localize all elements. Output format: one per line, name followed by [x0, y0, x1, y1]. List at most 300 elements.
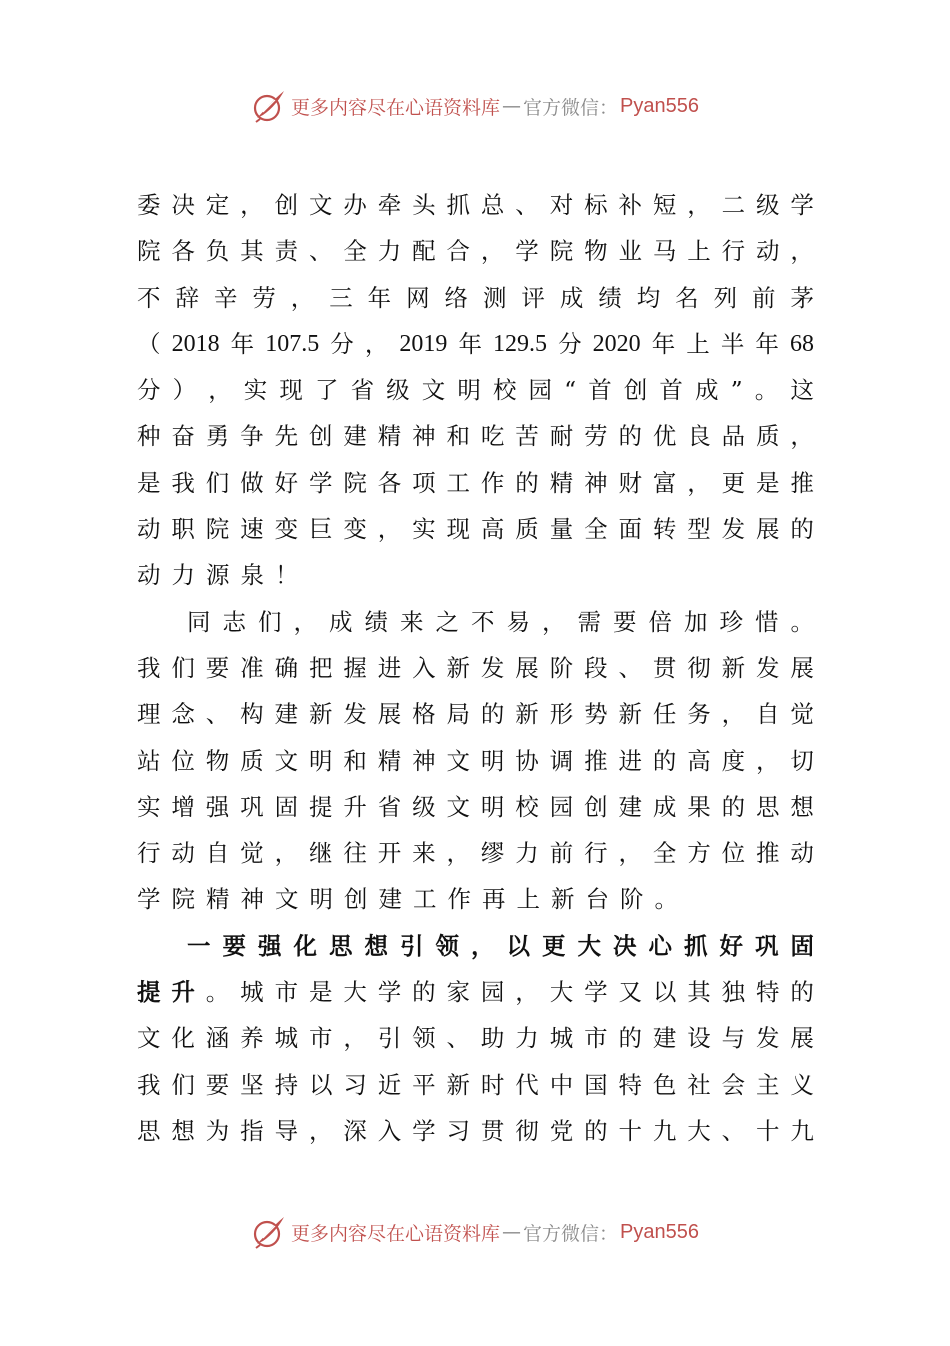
- body-glyph: 、: [308, 237, 333, 266]
- body-glyph: 要: [222, 931, 246, 960]
- body-glyph: 大: [343, 978, 367, 1007]
- body-glyph: 握: [343, 653, 367, 682]
- body-glyph: 责: [274, 237, 299, 266]
- body-glyph: 建: [343, 422, 367, 451]
- body-glyph: 特: [618, 1070, 642, 1099]
- body-glyph: 调: [549, 746, 574, 775]
- body-glyph: 物: [584, 237, 608, 266]
- body-glyph: 特: [756, 978, 780, 1007]
- body-glyph: 引: [377, 1024, 402, 1053]
- body-glyph: 时: [480, 1070, 505, 1099]
- body-glyph: 现: [446, 515, 471, 544]
- body-glyph: 心: [648, 931, 672, 960]
- body-glyph: 争: [240, 422, 264, 451]
- body-glyph: 补: [618, 191, 642, 219]
- body-glyph: 办: [343, 191, 367, 219]
- body-glyph: 新: [721, 653, 746, 682]
- body-glyph: 推: [790, 468, 814, 497]
- body-glyph: 标: [584, 191, 608, 219]
- body-glyph: 129.5: [493, 330, 547, 357]
- body-glyph: 、: [205, 700, 230, 729]
- body-glyph: 增: [171, 792, 195, 821]
- body-glyph: 测: [482, 283, 507, 312]
- body-glyph: 分: [137, 376, 161, 405]
- body-glyph: 了: [314, 376, 339, 405]
- body-glyph: 成: [559, 283, 584, 312]
- body-glyph: 力: [515, 1024, 539, 1053]
- body-glyph: 以: [652, 978, 677, 1007]
- body-glyph: 、: [515, 191, 539, 219]
- body-glyph: 上: [516, 885, 551, 914]
- body-glyph: 持: [274, 1070, 299, 1099]
- body-glyph: 作: [480, 468, 505, 497]
- body-glyph: 新: [618, 700, 642, 729]
- body-glyph: 倍: [648, 607, 672, 636]
- body-glyph: 升: [343, 792, 367, 821]
- footer-dash: —: [502, 1221, 522, 1243]
- body-glyph: 勇: [205, 422, 230, 451]
- body-glyph: 校: [492, 376, 517, 405]
- body-glyph: 位: [171, 746, 195, 775]
- body-line: [137, 1108, 814, 1154]
- body-glyph: 想: [790, 792, 814, 821]
- body-glyph: 物: [205, 746, 230, 775]
- body-glyph: 创: [274, 191, 299, 219]
- body-glyph: 质: [756, 422, 780, 451]
- body-glyph: 觉: [240, 839, 264, 868]
- body-glyph: 行: [137, 839, 161, 868]
- body-glyph: 开: [377, 839, 402, 868]
- body-glyph: 准: [240, 653, 264, 682]
- body-glyph: 城: [549, 1024, 574, 1053]
- body-line: [137, 645, 814, 691]
- body-glyph: （: [137, 329, 161, 358]
- body-glyph: 段: [584, 653, 608, 682]
- body-glyph: 其: [240, 237, 264, 266]
- body-glyph: 作: [447, 885, 482, 914]
- body-glyph: 先: [274, 422, 299, 451]
- body-glyph: 分: [558, 329, 582, 358]
- body-glyph: 职: [171, 515, 195, 544]
- body-glyph: 主: [756, 1070, 780, 1099]
- header-label: 官方微信：: [523, 96, 619, 119]
- body-glyph: 络: [444, 283, 468, 312]
- body-glyph: 总: [480, 191, 505, 219]
- body-glyph: 院: [549, 237, 574, 266]
- body-glyph: 贯: [480, 1116, 505, 1145]
- body-glyph: 继: [308, 839, 333, 868]
- body-glyph: 级: [386, 376, 410, 405]
- body-glyph: 源: [206, 561, 241, 590]
- body-glyph: 。: [205, 978, 230, 1007]
- body-glyph: 们: [205, 468, 230, 497]
- body-glyph: 同: [187, 607, 211, 636]
- body-glyph: 、: [721, 1116, 746, 1145]
- body-glyph: 短: [652, 191, 677, 219]
- body-glyph: 领: [412, 1024, 436, 1053]
- body-glyph: 均: [636, 283, 661, 312]
- body-glyph: ”: [730, 376, 743, 405]
- body-glyph: 指: [240, 1116, 264, 1145]
- body-glyph: 强: [205, 792, 230, 821]
- body-glyph: 动: [171, 839, 195, 868]
- body-glyph: 发: [721, 515, 746, 544]
- body-glyph: 我: [137, 1070, 161, 1099]
- body-glyph: 院: [205, 515, 230, 544]
- body-glyph: 工: [446, 468, 471, 497]
- body-glyph: ，: [790, 422, 814, 451]
- body-glyph: 院: [171, 885, 206, 914]
- body-glyph: 院: [343, 468, 367, 497]
- body-glyph: 明: [457, 376, 481, 405]
- body-line: [137, 969, 814, 1015]
- body-glyph: 入: [412, 653, 436, 682]
- body-glyph: 优: [652, 422, 677, 451]
- body-glyph: ，: [308, 1116, 333, 1145]
- body-glyph: 发: [756, 1024, 780, 1053]
- body-glyph: 家: [446, 978, 471, 1007]
- body-glyph: 、: [618, 653, 642, 682]
- body-line: [137, 413, 814, 459]
- body-glyph: 创: [308, 422, 333, 451]
- body-glyph: 新: [551, 885, 586, 914]
- body-glyph: 园: [549, 792, 574, 821]
- body-glyph: ，: [364, 329, 389, 358]
- body-glyph: 抓: [446, 191, 471, 219]
- body-glyph: 志: [222, 607, 246, 636]
- body-line: [137, 182, 814, 228]
- body-line: [137, 460, 814, 506]
- body-glyph: 展: [377, 700, 402, 729]
- body-glyph: 动: [137, 561, 172, 590]
- body-glyph: 牵: [377, 191, 402, 219]
- body-glyph: 神: [584, 468, 608, 497]
- body-glyph: 对: [549, 191, 574, 219]
- body-line: [137, 784, 814, 830]
- body-glyph: 实: [243, 376, 268, 405]
- body-glyph: 文: [446, 792, 471, 821]
- body-glyph: 半: [720, 329, 745, 358]
- body-glyph: 决: [613, 931, 637, 960]
- body-glyph: 社: [687, 1070, 711, 1099]
- body-glyph: 文: [137, 1024, 161, 1053]
- quill-logo-icon: [251, 88, 287, 124]
- body-glyph: 国: [584, 1070, 608, 1099]
- body-glyph: 提: [137, 978, 161, 1007]
- body-glyph: 巩: [240, 792, 264, 821]
- body-glyph: 创: [623, 376, 648, 405]
- body-glyph: 自: [756, 700, 780, 729]
- body-glyph: ，: [542, 607, 566, 636]
- body-glyph: 成: [652, 792, 677, 821]
- body-glyph: 首: [659, 376, 683, 405]
- body-glyph: 城: [274, 1024, 299, 1053]
- body-glyph: 来: [400, 607, 424, 636]
- body-glyph: ，: [290, 283, 315, 312]
- body-glyph: 力: [171, 561, 206, 590]
- body-glyph: 新: [515, 700, 539, 729]
- body-line: [137, 876, 814, 922]
- body-glyph: 义: [790, 1070, 814, 1099]
- body-glyph: 名: [675, 283, 699, 312]
- body-glyph: 苦: [515, 422, 539, 451]
- body-glyph: 往: [343, 839, 367, 868]
- body-glyph: 彻: [515, 1116, 539, 1145]
- body-glyph: ，: [343, 1024, 367, 1053]
- body-glyph: 成: [695, 376, 719, 405]
- body-line: [137, 228, 814, 274]
- body-glyph: 以: [308, 1070, 333, 1099]
- body-glyph: 党: [549, 1116, 574, 1145]
- body-glyph: 省: [350, 376, 375, 405]
- body-glyph: 劳: [252, 283, 276, 312]
- body-glyph: 全: [652, 839, 677, 868]
- body-glyph: 易: [506, 607, 530, 636]
- body-glyph: ，: [721, 700, 746, 729]
- body-glyph: 年: [367, 283, 392, 312]
- body-glyph: 其: [687, 978, 711, 1007]
- body-glyph: 变: [343, 515, 367, 544]
- body-glyph: 惜: [755, 607, 779, 636]
- body-glyph: 珍: [719, 607, 743, 636]
- body-glyph: 推: [756, 839, 780, 868]
- body-glyph: 的: [412, 978, 436, 1007]
- body-glyph: “: [564, 376, 577, 405]
- body-glyph: 是: [137, 468, 161, 497]
- body-glyph: 种: [137, 422, 161, 451]
- body-glyph: 市: [274, 978, 299, 1007]
- body-glyph: 文: [446, 746, 471, 775]
- body-glyph: 我: [137, 653, 161, 682]
- body-glyph: 高: [480, 515, 505, 544]
- body-glyph: ，: [446, 839, 471, 868]
- body-glyph: 学: [515, 237, 539, 266]
- body-glyph: 68: [789, 330, 814, 357]
- body-line: [137, 691, 814, 737]
- body-glyph: 2018: [171, 330, 220, 357]
- body-glyph: 质: [240, 746, 264, 775]
- body-glyph: 二: [721, 191, 746, 219]
- body-glyph: 代: [515, 1070, 539, 1099]
- body-glyph: 们: [171, 1070, 195, 1099]
- body-glyph: 的: [790, 978, 814, 1007]
- body-glyph: 为: [205, 1116, 230, 1145]
- body-glyph: 工: [413, 885, 448, 914]
- body-glyph: 学: [308, 468, 333, 497]
- body-glyph: ，: [480, 237, 505, 266]
- body-glyph: 劳: [584, 422, 608, 451]
- body-glyph: 发: [343, 700, 367, 729]
- body-glyph: 站: [137, 746, 161, 775]
- body-glyph: 文: [274, 746, 299, 775]
- body-glyph: 创: [584, 792, 608, 821]
- body-glyph: 的: [790, 515, 814, 544]
- body-glyph: 精: [549, 468, 574, 497]
- body-glyph: 新: [446, 1070, 471, 1099]
- body-glyph: ）: [172, 376, 197, 405]
- body-glyph: 助: [480, 1024, 505, 1053]
- body-glyph: 台: [585, 885, 620, 914]
- body-glyph: ，: [687, 191, 711, 219]
- body-line: [137, 923, 814, 969]
- body-glyph: 展: [790, 1024, 814, 1053]
- body-glyph: 学: [790, 191, 814, 219]
- body-glyph: 推: [584, 746, 608, 775]
- body-glyph: 神: [412, 422, 436, 451]
- body-glyph: 抓: [684, 931, 708, 960]
- body-glyph: 格: [412, 700, 436, 729]
- body-glyph: 更: [542, 931, 566, 960]
- body-glyph: 任: [652, 700, 677, 729]
- body-glyph: 财: [618, 468, 642, 497]
- body-glyph: 前: [752, 283, 776, 312]
- body-glyph: ，: [377, 515, 402, 544]
- body-glyph: 是: [756, 468, 780, 497]
- body-glyph: 富: [652, 468, 677, 497]
- body-glyph: 动: [790, 839, 814, 868]
- body-glyph: 城: [240, 978, 264, 1007]
- body-glyph: 年: [458, 329, 482, 358]
- body-glyph: 上: [687, 237, 711, 266]
- body-glyph: 确: [274, 653, 299, 682]
- body-glyph: 化: [171, 1024, 195, 1053]
- body-glyph: 院: [137, 237, 161, 266]
- body-glyph: 建: [274, 700, 299, 729]
- body-glyph: 一: [187, 931, 211, 960]
- body-glyph: 发: [480, 653, 505, 682]
- body-glyph: 年: [651, 329, 676, 358]
- body-glyph: 念: [171, 700, 195, 729]
- body-glyph: 精: [377, 746, 402, 775]
- body-glyph: 的: [652, 746, 677, 775]
- body-glyph: 精: [377, 422, 402, 451]
- body-glyph: 理: [137, 700, 161, 729]
- body-glyph: 合: [446, 237, 471, 266]
- footer-label: 官方微信：: [523, 1222, 619, 1245]
- body-glyph: 切: [790, 746, 814, 775]
- body-glyph: 觉: [790, 700, 814, 729]
- body-glyph: ，: [293, 607, 317, 636]
- body-glyph: 领: [435, 931, 459, 960]
- body-glyph: 色: [652, 1070, 677, 1099]
- body-glyph: 想: [364, 931, 388, 960]
- body-glyph: 十: [618, 1116, 642, 1145]
- body-glyph: 大: [577, 931, 601, 960]
- body-glyph: 九: [790, 1116, 814, 1145]
- body-glyph: 习: [343, 1070, 367, 1099]
- body-glyph: 彻: [687, 653, 711, 682]
- body-glyph: 习: [446, 1116, 471, 1145]
- body-glyph: 进: [618, 746, 642, 775]
- body-glyph: 深: [343, 1116, 367, 1145]
- body-glyph: 变: [274, 515, 299, 544]
- body-glyph: 实: [412, 515, 436, 544]
- body-glyph: 文: [308, 191, 333, 219]
- body-glyph: 力: [515, 839, 539, 868]
- body-glyph: 建: [378, 885, 413, 914]
- body-glyph: 势: [584, 700, 608, 729]
- body-glyph: 园: [528, 376, 553, 405]
- body-glyph: 分: [330, 329, 354, 358]
- body-glyph: 泉: [240, 561, 275, 590]
- body-glyph: 精: [206, 885, 241, 914]
- body-glyph: 九: [652, 1116, 677, 1145]
- body-glyph: 奋: [171, 422, 195, 451]
- body-glyph: 化: [293, 931, 317, 960]
- body-glyph: 文: [275, 885, 310, 914]
- body-glyph: 要: [613, 607, 637, 636]
- body-glyph: 阶: [549, 653, 574, 682]
- body-glyph: 决: [171, 191, 195, 219]
- body-glyph: 与: [721, 1024, 746, 1053]
- body-glyph: 要: [205, 653, 230, 682]
- body-glyph: ，: [515, 978, 539, 1007]
- body-glyph: 的: [618, 1024, 642, 1053]
- body-glyph: 把: [308, 653, 333, 682]
- body-glyph: 耐: [549, 422, 574, 451]
- body-line: [137, 367, 814, 413]
- body-glyph: 固: [274, 792, 299, 821]
- body-glyph: 定: [205, 191, 230, 219]
- body-glyph: ，: [618, 839, 642, 868]
- body-glyph: 的: [721, 792, 746, 821]
- body-glyph: 头: [412, 191, 436, 219]
- body-glyph: 果: [687, 792, 711, 821]
- document-body: [137, 182, 814, 1154]
- body-glyph: 明: [480, 792, 505, 821]
- body-glyph: 是: [308, 978, 333, 1007]
- body-glyph: 的: [480, 700, 505, 729]
- body-glyph: 行: [584, 839, 608, 868]
- body-glyph: 局: [446, 700, 471, 729]
- body-glyph: 位: [721, 839, 746, 868]
- body-glyph: 动: [756, 237, 780, 266]
- body-glyph: 行: [721, 237, 746, 266]
- body-glyph: 高: [687, 746, 711, 775]
- body-glyph: 动: [137, 515, 161, 544]
- body-glyph: 设: [687, 1024, 711, 1053]
- body-glyph: 转: [652, 515, 677, 544]
- body-glyph: 近: [377, 1070, 402, 1099]
- body-glyph: 平: [412, 1070, 436, 1099]
- body-glyph: 委: [137, 191, 161, 219]
- body-glyph: 配: [412, 237, 436, 266]
- body-glyph: 协: [515, 746, 539, 775]
- body-glyph: 阶: [620, 885, 655, 914]
- body-line: [137, 275, 814, 321]
- body-line: [137, 321, 814, 367]
- body-glyph: 前: [549, 839, 574, 868]
- body-glyph: 首: [588, 376, 612, 405]
- body-glyph: 展: [756, 515, 780, 544]
- body-glyph: 想: [171, 1116, 195, 1145]
- body-glyph: ，: [208, 376, 232, 405]
- body-glyph: 再: [482, 885, 517, 914]
- body-glyph: 强: [258, 931, 282, 960]
- header-banner: [0, 86, 950, 126]
- body-glyph: 项: [412, 468, 436, 497]
- body-glyph: ，: [274, 839, 299, 868]
- body-glyph: 展: [790, 653, 814, 682]
- body-glyph: 文: [421, 376, 446, 405]
- body-glyph: 巩: [755, 931, 779, 960]
- body-glyph: ，: [687, 468, 711, 497]
- body-glyph: ，: [756, 746, 780, 775]
- body-glyph: 和: [343, 746, 367, 775]
- body-glyph: 入: [377, 1116, 402, 1145]
- body-glyph: 品: [721, 422, 746, 451]
- body-glyph: 量: [549, 515, 574, 544]
